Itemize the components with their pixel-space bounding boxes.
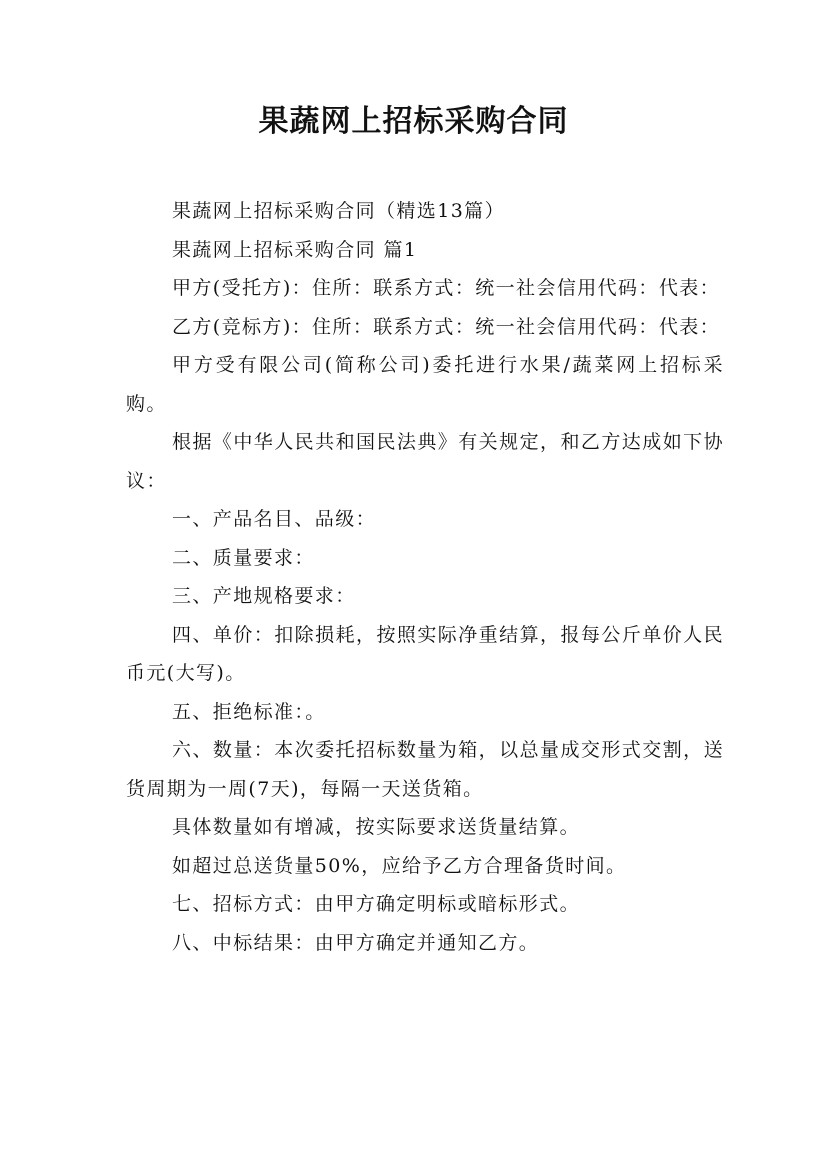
paragraph-clause-8: 八、中标结果：由甲方确定并通知乙方。 xyxy=(172,931,540,954)
paragraph-legal-basis: 根据《中华人民共和国民法典》有关规定，和乙方达成如下协议： xyxy=(126,431,724,492)
paragraph-clause-7: 七、招标方式：由甲方确定明标或暗标形式。 xyxy=(172,893,581,915)
document-title: 果蔬网上招标采购合同 xyxy=(258,104,569,139)
paragraph-clause-3: 三、产地规格要求： xyxy=(172,585,356,607)
paragraph-clause-4: 四、单价：扣除损耗，按照实际净重结算，报每公斤单价人民币元(大写)。 xyxy=(126,623,724,684)
paragraph-clause-2: 二、质量要求： xyxy=(172,546,315,569)
paragraph-clause-6-note-2: 如超过总送货量50%，应给予乙方合理备货时间。 xyxy=(172,854,627,877)
paragraph-party-a: 甲方(受托方)：住所：联系方式：统一社会信用代码：代表： xyxy=(172,277,721,299)
paragraph-clause-6: 六、数量：本次委托招标数量为箱，以总量成交形式交割，送货周期为一周(7天)，每隔一天送货箱。 xyxy=(126,739,724,800)
paragraph-subtitle: 果蔬网上招标采购合同（精选13篇） xyxy=(172,200,505,222)
paragraph-entrustment: 甲方受有限公司(简称公司)委托进行水果/蔬菜网上招标采购。 xyxy=(126,354,724,415)
paragraph-section-heading: 果蔬网上招标采购合同 篇1 xyxy=(172,238,418,261)
paragraph-clause-6-note-1: 具体数量如有增减，按实际要求送货量结算。 xyxy=(172,816,581,838)
paragraph-clause-1: 一、产品名目、品级： xyxy=(172,508,377,530)
document-body xyxy=(126,192,724,962)
paragraph-clause-5: 五、拒绝标准：。 xyxy=(172,700,326,723)
paragraph-party-b: 乙方(竞标方)：住所：联系方式：统一社会信用代码：代表： xyxy=(172,315,721,338)
